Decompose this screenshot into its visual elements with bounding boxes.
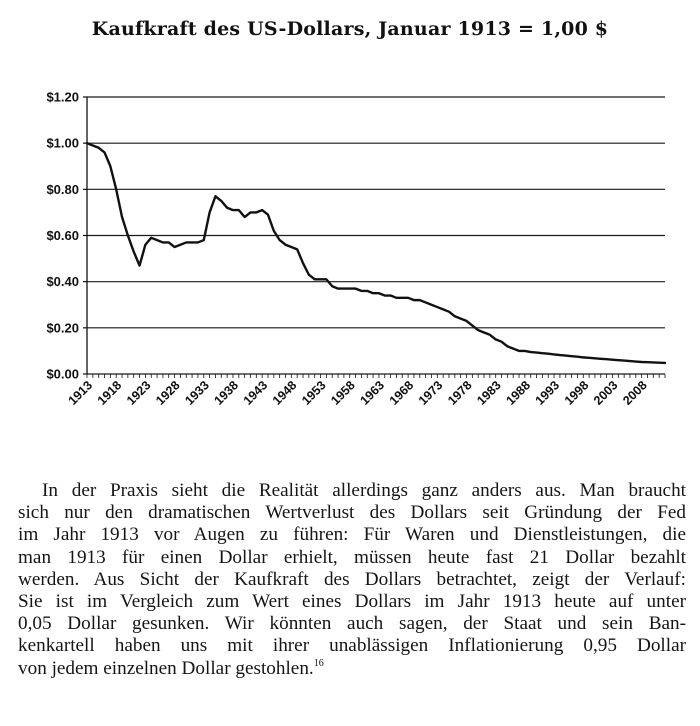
paragraph-line-9 [18,658,686,680]
x-tick-label: 1938 [211,378,242,408]
x-tick-label: 1933 [182,378,212,408]
paragraph-line-4: man 1913 für einen Dollar erhielt, müssen heute fast 21 Dollar bezahlt [18,546,686,568]
y-tick-label: $0.80 [46,181,79,197]
y-tick-label: $0.00 [46,366,79,382]
chart-title: Kaufkraft des US-Dollars, Januar 1913 = 1,00 $ [91,18,609,40]
x-tick-label: 1928 [153,378,183,408]
x-tick-label: 2008 [620,378,650,408]
y-tick-label: $0.60 [46,228,79,243]
x-tick-label: 2003 [591,378,621,408]
x-tick-label: 1963 [357,378,388,408]
x-tick-label: 1958 [328,378,358,408]
x-tick-label: 1993 [532,378,563,408]
y-axis-ticks [46,90,79,382]
x-tick-label: 1988 [503,378,534,408]
series [87,143,665,363]
y-tick-label: $0.40 [46,274,79,290]
paragraph-line-8: kenkartell haben uns mit ihrer unablässigen Inflationierung 0,95 Dollar [18,635,686,657]
series-line-purchasing-power [87,143,665,363]
paragraph-line-3: im Jahr 1913 vor Augen zu führen: Für Waren und Dienstleistungen, die [18,524,686,546]
gridlines [87,97,665,374]
x-tick-label: 1948 [269,378,300,408]
x-tick-label: 1913 [65,378,96,408]
body-paragraph [18,480,686,680]
y-tick-label: $1.00 [46,135,79,151]
axes [83,97,665,378]
paragraph-line-7: 0,05 Dollar gesunken. Wir könnten auch sagen, der Staat und sein Ban- [18,613,686,635]
x-tick-label: 1918 [94,378,125,408]
x-tick-label: 1973 [415,378,446,408]
y-tick-label: $0.20 [46,320,79,336]
x-tick-label: 1978 [445,378,475,408]
footnote-marker: 16 [313,657,324,669]
paragraph-line-6: Sie ist im Vergleich zum Wert eines Dollars im Jahr 1913 heute auf unter [18,591,686,613]
x-tick-label: 1998 [561,378,592,408]
x-tick-label: 1983 [474,378,504,408]
x-tick-label: 1953 [299,378,329,408]
x-tick-label: 1923 [123,378,154,408]
x-axis-ticks [66,378,650,408]
x-tick-label: 1943 [240,378,271,408]
paragraph-line-9-text: von jedem einzelnen Dollar gestohlen. [18,657,314,679]
paragraph-line-2: sich nur den dramatischen Wertverlust des Dollars seit Gründung der Fed [18,502,686,524]
paragraph-line-1: In der Praxis sieht die Realität allerdings ganz anders aus. Man braucht [42,480,686,501]
y-tick-label: $1.20 [46,89,79,105]
paragraph-line-5: werden. Aus Sicht der Kaufkraft des Dollars betrachtet, zeigt der Verlauf: [18,568,686,590]
x-tick-label: 1968 [386,378,417,408]
